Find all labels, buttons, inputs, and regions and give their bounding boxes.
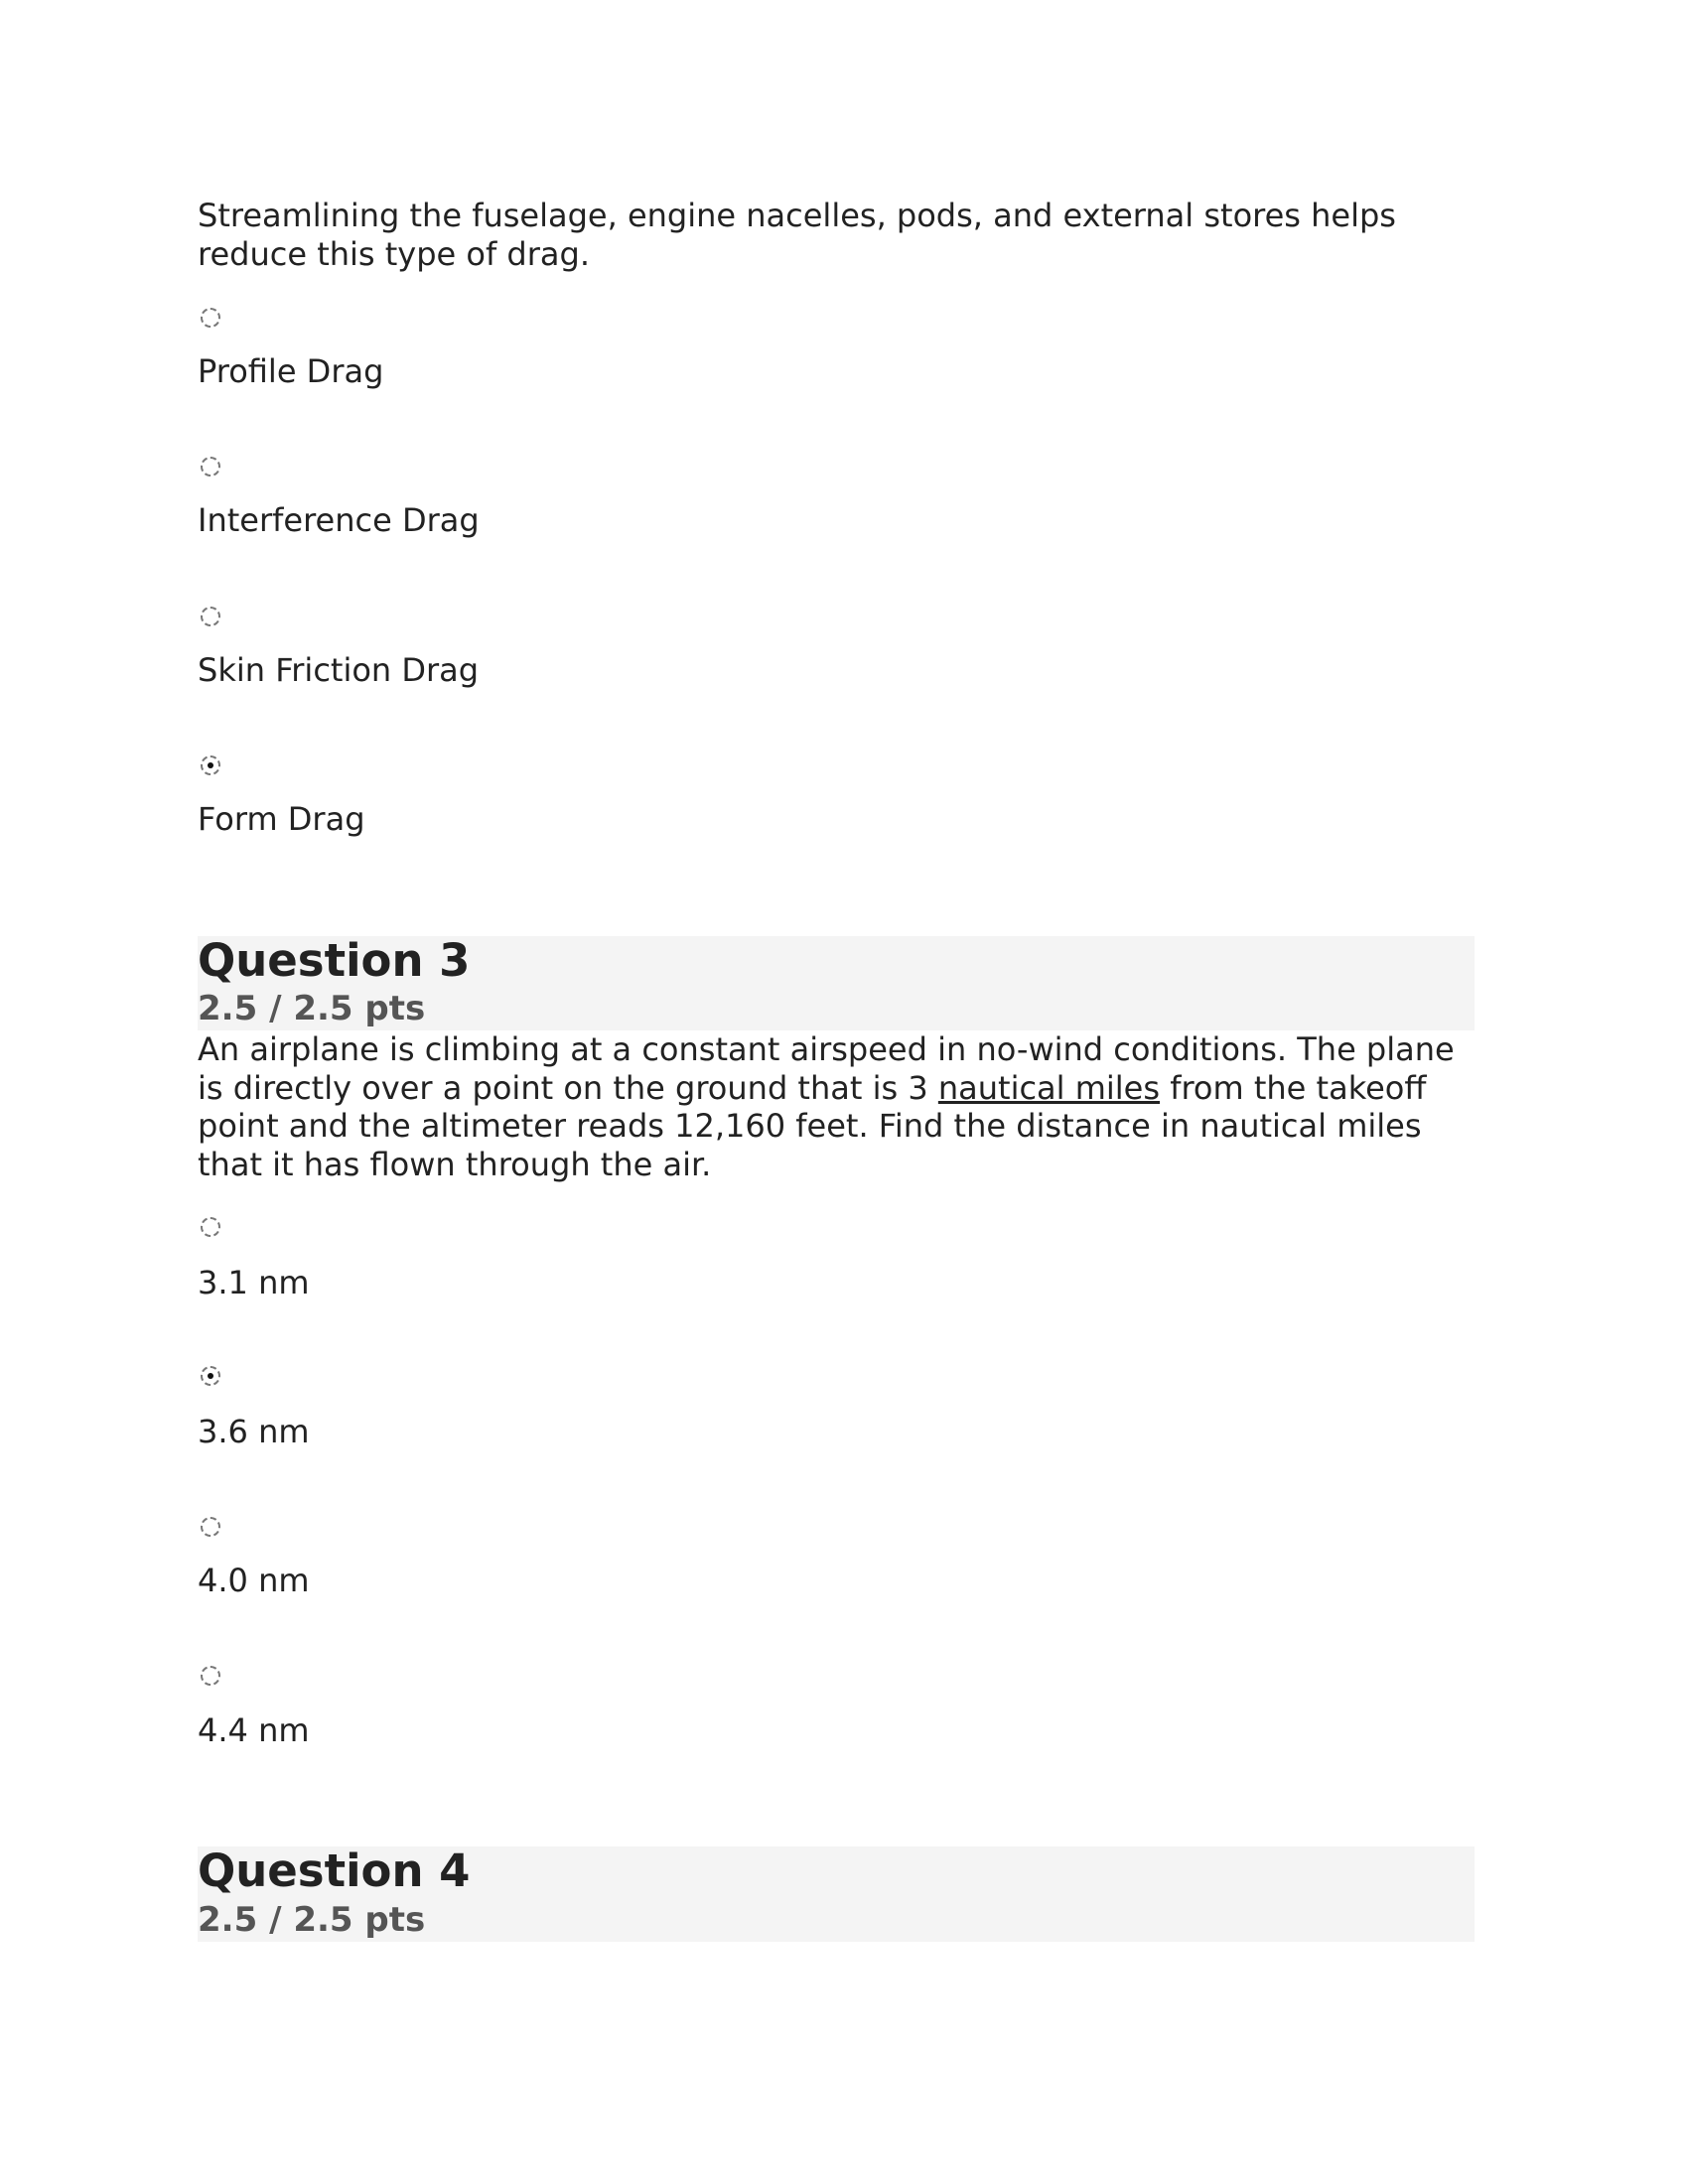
- question-title: Question 4: [198, 1844, 471, 1897]
- question-title: Question 3: [198, 934, 471, 987]
- prompt-text: An airplane is climbing at a constant airspeed in no-wind conditions. The plane is directly over a point on the ground that is 3: [198, 1030, 1455, 1107]
- option-label: Form Drag: [198, 800, 365, 838]
- radio-profile-drag[interactable]: [201, 308, 220, 328]
- radio-3-1-nm[interactable]: [201, 1217, 220, 1237]
- question-3-prompt: [198, 1030, 1488, 1183]
- question-3-header: [198, 936, 1475, 1030]
- question-points: 2.5 / 2.5 pts: [198, 989, 426, 1028]
- radio-form-drag-selected[interactable]: [201, 755, 220, 775]
- nautical-miles-link[interactable]: nautical miles: [937, 1068, 1161, 1107]
- question-4-header: [198, 1846, 1475, 1942]
- radio-3-6-nm-selected[interactable]: [201, 1366, 220, 1386]
- radio-interference-drag[interactable]: [201, 457, 220, 477]
- option-label: 3.1 nm: [198, 1264, 310, 1301]
- option-label: 4.0 nm: [198, 1562, 310, 1599]
- radio-4-0-nm[interactable]: [201, 1517, 220, 1537]
- option-label: Interference Drag: [198, 501, 480, 539]
- option-label: Skin Friction Drag: [198, 651, 480, 689]
- option-label: 3.6 nm: [198, 1413, 310, 1450]
- question-points: 2.5 / 2.5 pts: [198, 1900, 426, 1940]
- radio-skin-friction-drag[interactable]: [201, 607, 220, 626]
- option-label: Profile Drag: [198, 352, 384, 390]
- question-2-prompt: Streamlining the fuselage, engine nacelles, pods, and external stores helps reduce this type of drag.: [198, 197, 1396, 273]
- prompt-text: from the takeoff point and the altimeter reads 12,160 feet. Find the distance in nautical miles that it has flown through the air.: [198, 1068, 1427, 1183]
- radio-4-4-nm[interactable]: [201, 1666, 220, 1686]
- option-label: 4.4 nm: [198, 1711, 310, 1749]
